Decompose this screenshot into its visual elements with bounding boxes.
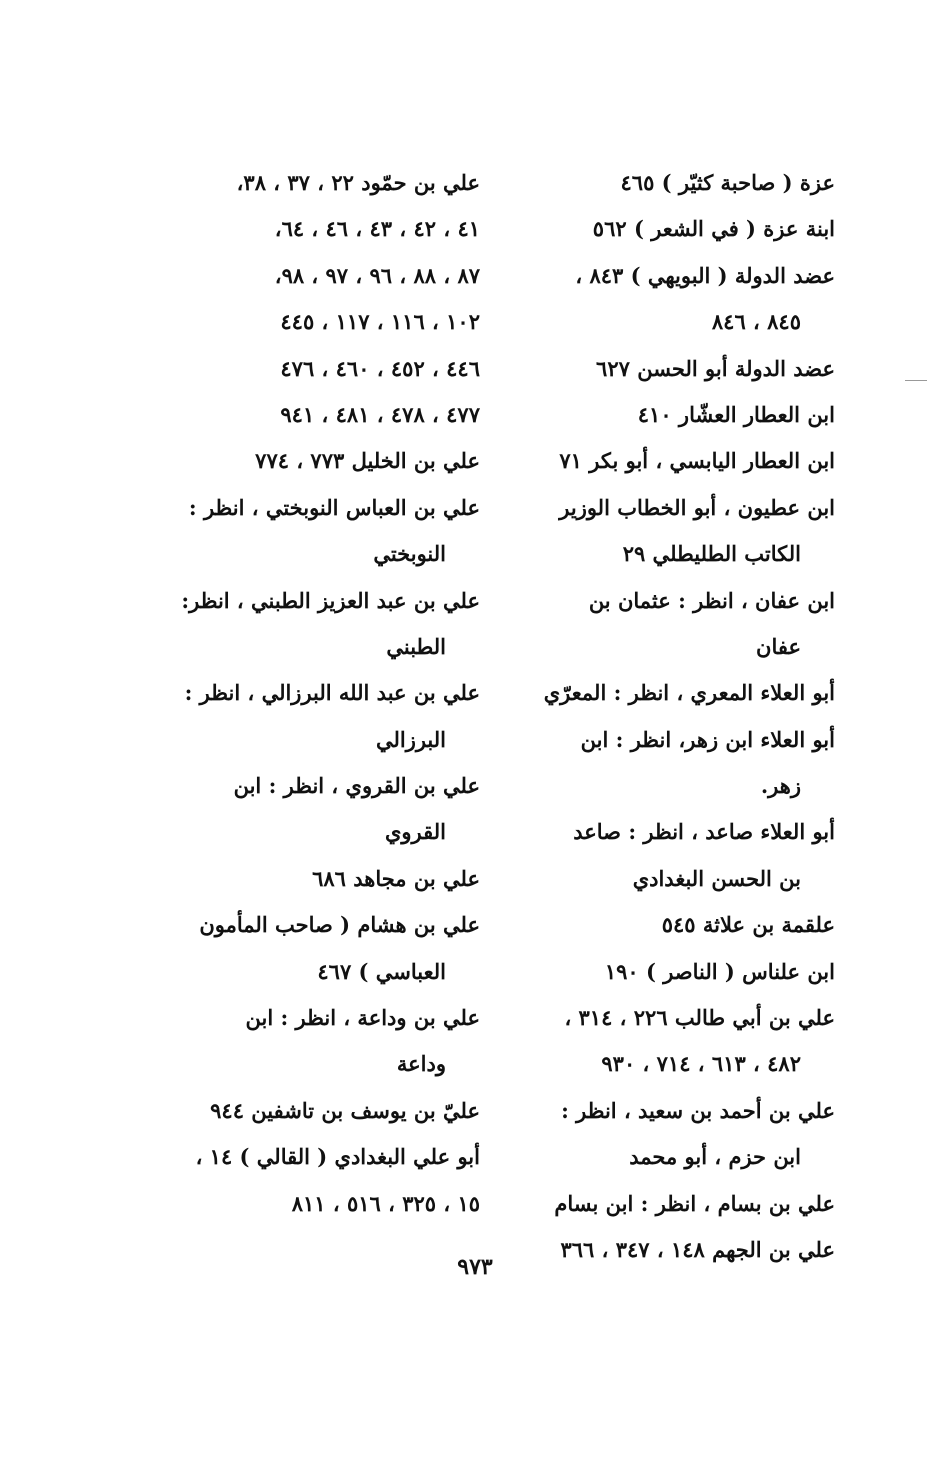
index-entry-continuation: ٤٤٦ ، ٤٥٢ ، ٤٦٠ ، ٤٧٦: [280, 355, 480, 381]
index-entry: ابن العطار اليابسي ، أبو بكر ٧١: [559, 448, 835, 474]
index-entry: عضد الدولة ( البويهي ) ٨٤٣ ،: [575, 262, 835, 288]
index-entry-continuation: ١٥ ، ٣٢٥ ، ٥١٦ ، ٨١١: [291, 1190, 480, 1216]
index-entry: عزة ( صاحبة كثيّر ) ٤٦٥: [620, 170, 835, 195]
index-entry: عضد الدولة أبو الحسن ٦٢٧: [596, 355, 835, 381]
index-entry-continuation: زهر.: [760, 773, 801, 799]
index-entry-continuation: ١٠٢ ، ١١٦ ، ١١٧ ، ٤٤٥: [280, 309, 480, 335]
index-entry: ابن عفان ، انظر : عثمان بن: [588, 587, 835, 613]
index-entry: علي بن الخليل ٧٧٣ ، ٧٧٤: [255, 448, 480, 474]
index-entry-continuation: ٤٧٧ ، ٤٧٨ ، ٤٨١ ، ٩٤١: [280, 401, 480, 427]
index-entry-continuation: عفان: [756, 633, 801, 659]
index-entry: علي بن بسام ، انظر : ابن بسام: [554, 1190, 835, 1216]
index-entry: علي بن القروي ، انظر : ابن: [233, 773, 480, 799]
index-entry: أبو العلاء المعري ، انظر : المعرّي: [543, 680, 835, 706]
index-entry: ابن العطار العشّار ٤١٠: [637, 401, 835, 427]
index-entry: علي بن حمّود ٢٢ ، ٣٧ ، ٣٨،: [236, 170, 480, 195]
index-entry-continuation: البرزالي: [375, 726, 446, 752]
index-entry: علي بن عبد الله البرزالي ، انظر :: [184, 680, 480, 706]
index-entry: علي بن أبي طالب ٢٢٦ ، ٣١٤ ،: [564, 1005, 835, 1031]
index-entry-continuation: ٨٤٥ ، ٨٤٦: [711, 309, 801, 335]
index-entry: عليّ بن يوسف بن تاشفين ٩٤٤: [210, 1097, 480, 1123]
index-entry: علي بن مجاهد ٦٨٦: [312, 865, 480, 891]
index-entry-continuation: ٤١ ، ٤٢ ، ٤٣ ، ٤٦ ، ٦٤،: [274, 216, 480, 242]
index-entry: أبو العلاء صاعد ، انظر : صاعد: [573, 819, 835, 845]
index-column-right: [515, 160, 835, 1273]
index-entry-continuation: العباسي ) ٤٦٧: [317, 958, 446, 984]
index-entry-continuation: الطبني: [386, 633, 446, 659]
index-column-left: [168, 160, 480, 1227]
index-entry-continuation: ٤٨٢ ، ٦١٣ ، ٧١٤ ، ٩٣٠: [601, 1051, 801, 1077]
index-entry-continuation: ابن حزم ، أبو محمد: [629, 1144, 801, 1170]
index-entry: علقمة بن علاثة ٥٤٥: [661, 912, 835, 938]
index-entry: علي بن الجهم ١٤٨ ، ٣٤٧ ، ٣٦٦: [560, 1236, 835, 1262]
margin-mark: [905, 380, 927, 381]
index-entry: علي بن هشام ( صاحب المأمون: [199, 912, 480, 938]
index-entry: علي بن وداعة ، انظر : ابن: [245, 1005, 480, 1031]
index-entry: أبو العلاء ابن زهر، انظر : ابن: [580, 726, 835, 752]
index-entry: ابن عطيون ، أبو الخطاب الوزير: [559, 494, 835, 520]
index-entry: علي بن أحمد بن سعيد ، انظر :: [561, 1097, 835, 1123]
index-entry: أبو علي البغدادي ( القالي ) ١٤ ،: [195, 1144, 480, 1170]
index-entry-continuation: النوبختي: [373, 541, 446, 567]
index-entry: علي بن العباس النوبختي ، انظر :: [188, 494, 480, 520]
index-entry-continuation: الكاتب الطليطلي ٢٩: [622, 541, 801, 567]
index-entry-continuation: ٨٧ ، ٨٨ ، ٩٦ ، ٩٧ ، ٩٨،: [274, 262, 480, 288]
index-entry: علي بن عبد العزيز الطبني ، انظر:: [181, 587, 480, 613]
index-entry-continuation: بن الحسن البغدادي: [632, 865, 801, 891]
page-number: ٩٧٣: [457, 1254, 493, 1280]
index-entry: ابنة عزة ( في الشعر ) ٥٦٢: [592, 216, 835, 242]
index-entry-continuation: وداعة: [396, 1051, 446, 1077]
index-entry-continuation: القروي: [384, 819, 446, 845]
index-entry: ابن علناس ( الناصر ) ١٩٠: [604, 958, 835, 984]
